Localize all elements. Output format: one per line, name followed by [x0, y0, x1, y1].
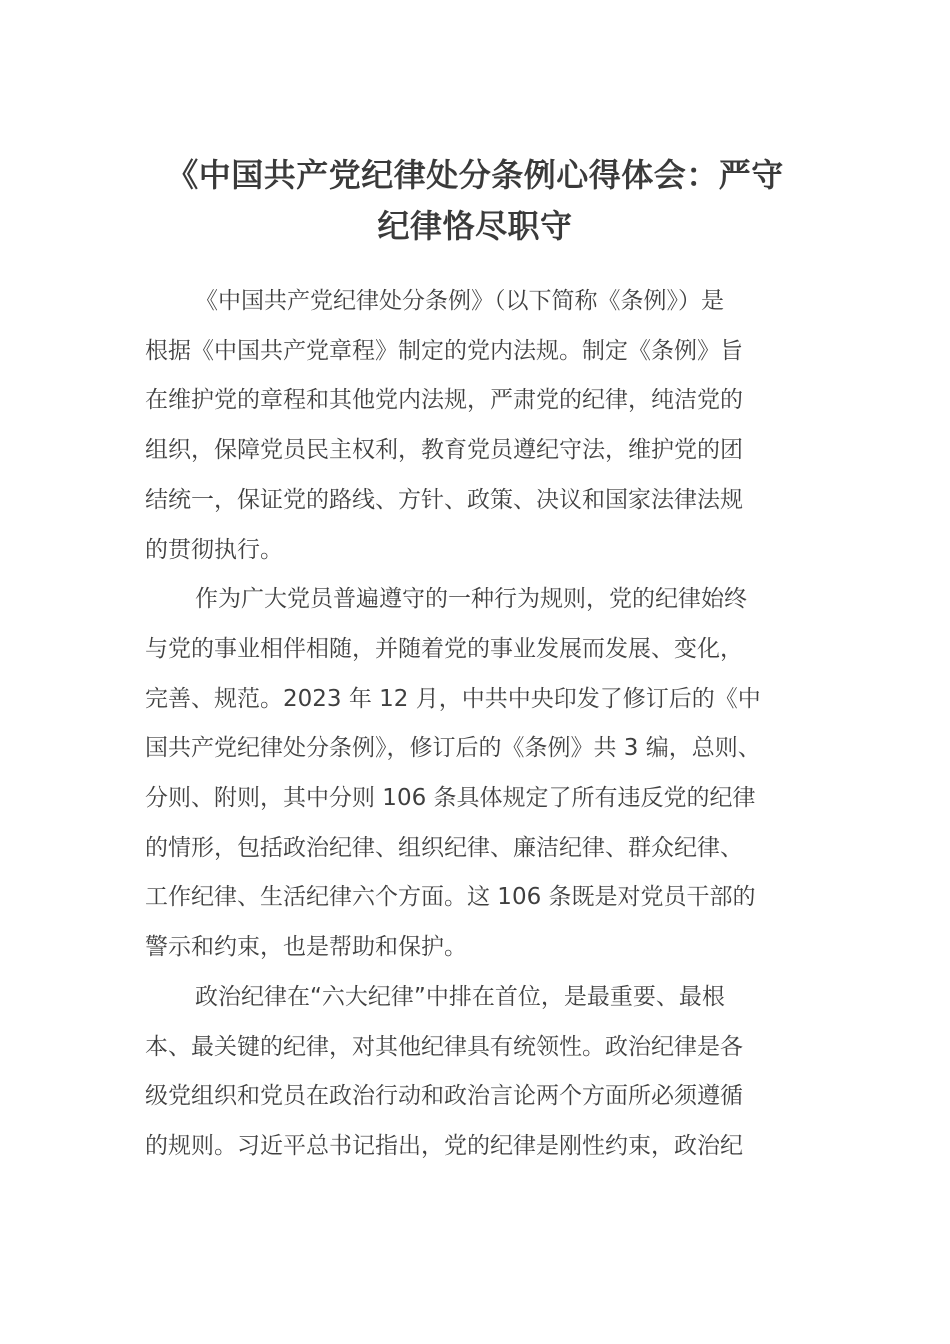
title-line: 纪律恪尽职守	[377, 207, 573, 245]
paragraph-2	[145, 575, 800, 973]
title-line: 《中国共产党纪律处分条例心得体会：严守	[166, 156, 784, 194]
text-line: 国共产党纪律处分条例》，修订后的《条例》共 3 编，总则、	[145, 735, 761, 762]
text-line: 的情形，包括政治纪律、组织纪律、廉洁纪律、群众纪律、	[145, 834, 743, 861]
paragraph-1	[145, 277, 800, 575]
text-line: 政治纪律在“六大纪律”中排在首位，是最重要、最根	[195, 983, 725, 1010]
text-line: 分则、附则，其中分则 106 条具体规定了所有违反党的纪律	[145, 785, 756, 812]
text-line: 与党的事业相伴相随，并随着党的事业发展而发展、变化，	[145, 635, 743, 662]
text-line: 组织，保障党员民主权利，教育党员遵纪守法，维护党的团	[145, 437, 743, 464]
text-line: 警示和约束，也是帮助和保护。	[145, 934, 467, 961]
text-line: 的贯彻执行。	[145, 536, 283, 563]
text-line: 本、最关键的纪律，对其他纪律具有统领性。政治纪律是各	[145, 1033, 743, 1060]
document-body	[145, 277, 800, 1172]
text-line: 《中国共产党纪律处分条例》（以下简称《条例》）是	[195, 288, 724, 314]
text-line: 工作纪律、生活纪律六个方面。这 106 条既是对党员干部的	[145, 884, 756, 911]
text-line: 结统一，保证党的路线、方针、政策、决议和国家法律法规	[145, 486, 743, 513]
text-line: 在维护党的章程和其他党内法规，严肃党的纪律，纯洁党的	[145, 387, 743, 414]
text-line: 作为广大党员普遍遵守的一种行为规则，党的纪律始终	[195, 586, 747, 613]
text-line: 的规则。习近平总书记指出，党的纪律是刚性约束，政治纪	[145, 1132, 743, 1159]
text-line: 级党组织和党员在政治行动和政治言论两个方面所必须遵循	[145, 1083, 743, 1110]
document-title	[140, 150, 810, 252]
text-line: 根据《中国共产党章程》制定的党内法规。制定《条例》旨	[145, 337, 743, 364]
text-line: 完善、规范。2023 年 12 月，中共中央印发了修订后的《中	[145, 685, 761, 712]
paragraph-3	[145, 973, 800, 1172]
